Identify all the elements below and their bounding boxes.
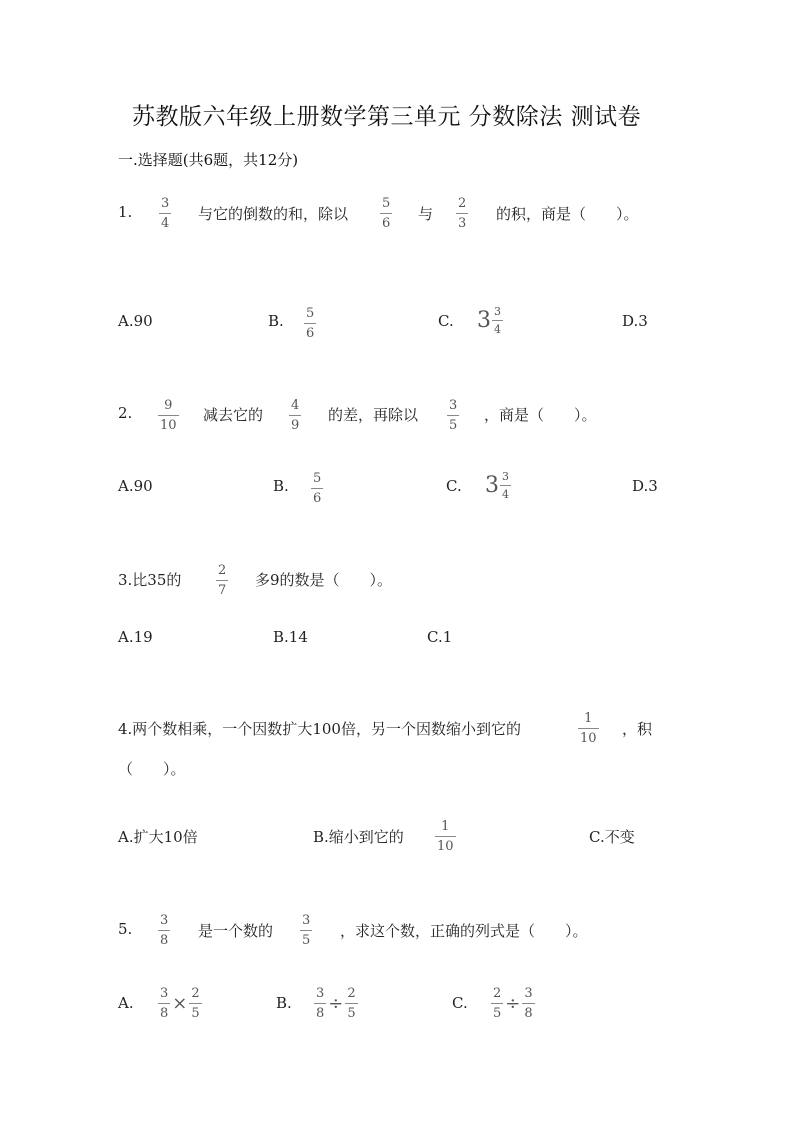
divide-operator: ÷ bbox=[328, 993, 344, 1014]
q5-option-a[interactable]: A. bbox=[118, 994, 134, 1012]
q5-option-a-expression: $\frac{3}{8}$ × $\frac{2}{5}$ bbox=[160, 986, 200, 1021]
q1-option-d[interactable]: D.3 bbox=[622, 312, 648, 330]
q2-option-b-fraction: 5 6 bbox=[313, 471, 322, 506]
q3-fraction-1: 2 7 bbox=[218, 563, 227, 598]
q2-option-c-mixed-number: 3 $\frac{3}{4}$ bbox=[485, 470, 509, 501]
q1-option-c[interactable]: C. bbox=[438, 312, 454, 330]
q2-text-2: 的差，再除以 bbox=[328, 406, 419, 424]
q2-fraction-1: 9 10 bbox=[160, 398, 177, 433]
q2-fraction-3: 3 5 bbox=[449, 398, 458, 433]
q4-text-1: 4.两个数相乘，一个因数扩大100倍，另一个因数缩小到它的 bbox=[118, 720, 521, 738]
q1-fraction-1: 3 4 bbox=[161, 196, 170, 231]
q5-option-b-expression: $\frac{3}{8}$ ÷ $\frac{2}{5}$ bbox=[316, 986, 356, 1021]
times-operator: × bbox=[172, 993, 188, 1014]
q1-number: 1. bbox=[118, 203, 133, 221]
q1-option-a[interactable]: A.90 bbox=[118, 312, 153, 330]
q5-option-c[interactable]: C. bbox=[452, 994, 468, 1012]
q2-text-1: 减去它的 bbox=[203, 406, 264, 424]
q2-number: 2. bbox=[118, 404, 133, 422]
q1-option-b[interactable]: B. bbox=[268, 312, 284, 330]
q5-fraction-1: 3 8 bbox=[160, 913, 169, 948]
q5-number: 5. bbox=[118, 920, 133, 938]
q5-text-2: ，求这个数，正确的列式是（ ）。 bbox=[340, 922, 588, 940]
q1-option-b-fraction: 5 6 bbox=[306, 306, 315, 341]
q2-option-a[interactable]: A.90 bbox=[118, 477, 153, 495]
q2-fraction-2: 4 9 bbox=[291, 398, 300, 433]
q4-option-b[interactable]: B.缩小到它的 bbox=[313, 828, 404, 846]
q4-fraction-1: 1 10 bbox=[580, 711, 597, 746]
q2-text-3: ，商是（ ）。 bbox=[484, 406, 597, 424]
q5-fraction-2: 3 5 bbox=[302, 913, 311, 948]
q5-option-c-expression: $\frac{2}{5}$ ÷ $\frac{3}{8}$ bbox=[493, 986, 533, 1021]
q1-text-1: 与它的倒数的和，除以 bbox=[198, 205, 349, 223]
q2-option-b[interactable]: B. bbox=[273, 477, 289, 495]
page-title: 苏教版六年级上册数学第三单元 分数除法 测试卷 bbox=[132, 104, 642, 130]
q1-option-c-mixed-number: 3 $\frac{3}{4}$ bbox=[477, 305, 501, 336]
q1-fraction-2: 5 6 bbox=[382, 196, 391, 231]
q4-option-c[interactable]: C.不变 bbox=[589, 828, 635, 846]
q3-text-2: 多9的数是（ ）。 bbox=[255, 571, 393, 589]
divide-operator: ÷ bbox=[505, 993, 521, 1014]
q3-option-b[interactable]: B.14 bbox=[273, 628, 308, 646]
q2-option-c[interactable]: C. bbox=[446, 477, 462, 495]
q3-text-1: 3.比35的 bbox=[118, 571, 182, 589]
q4-text-3: （ ）。 bbox=[118, 760, 186, 778]
q5-option-b[interactable]: B. bbox=[276, 994, 292, 1012]
q1-text-2: 与 bbox=[418, 205, 434, 223]
q3-option-a[interactable]: A.19 bbox=[118, 628, 153, 646]
q1-text-3: 的积，商是（ ）。 bbox=[496, 205, 639, 223]
q4-text-2: ，积 bbox=[622, 720, 653, 738]
q3-option-c[interactable]: C.1 bbox=[427, 628, 453, 646]
q5-text-1: 是一个数的 bbox=[198, 922, 274, 940]
q1-fraction-3: 2 3 bbox=[458, 196, 467, 231]
q4-option-b-fraction: 1 10 bbox=[437, 819, 454, 854]
q4-option-a[interactable]: A.扩大10倍 bbox=[118, 828, 198, 846]
q2-option-d[interactable]: D.3 bbox=[632, 477, 658, 495]
section-heading: 一.选择题(共6题，共12分) bbox=[118, 151, 299, 169]
